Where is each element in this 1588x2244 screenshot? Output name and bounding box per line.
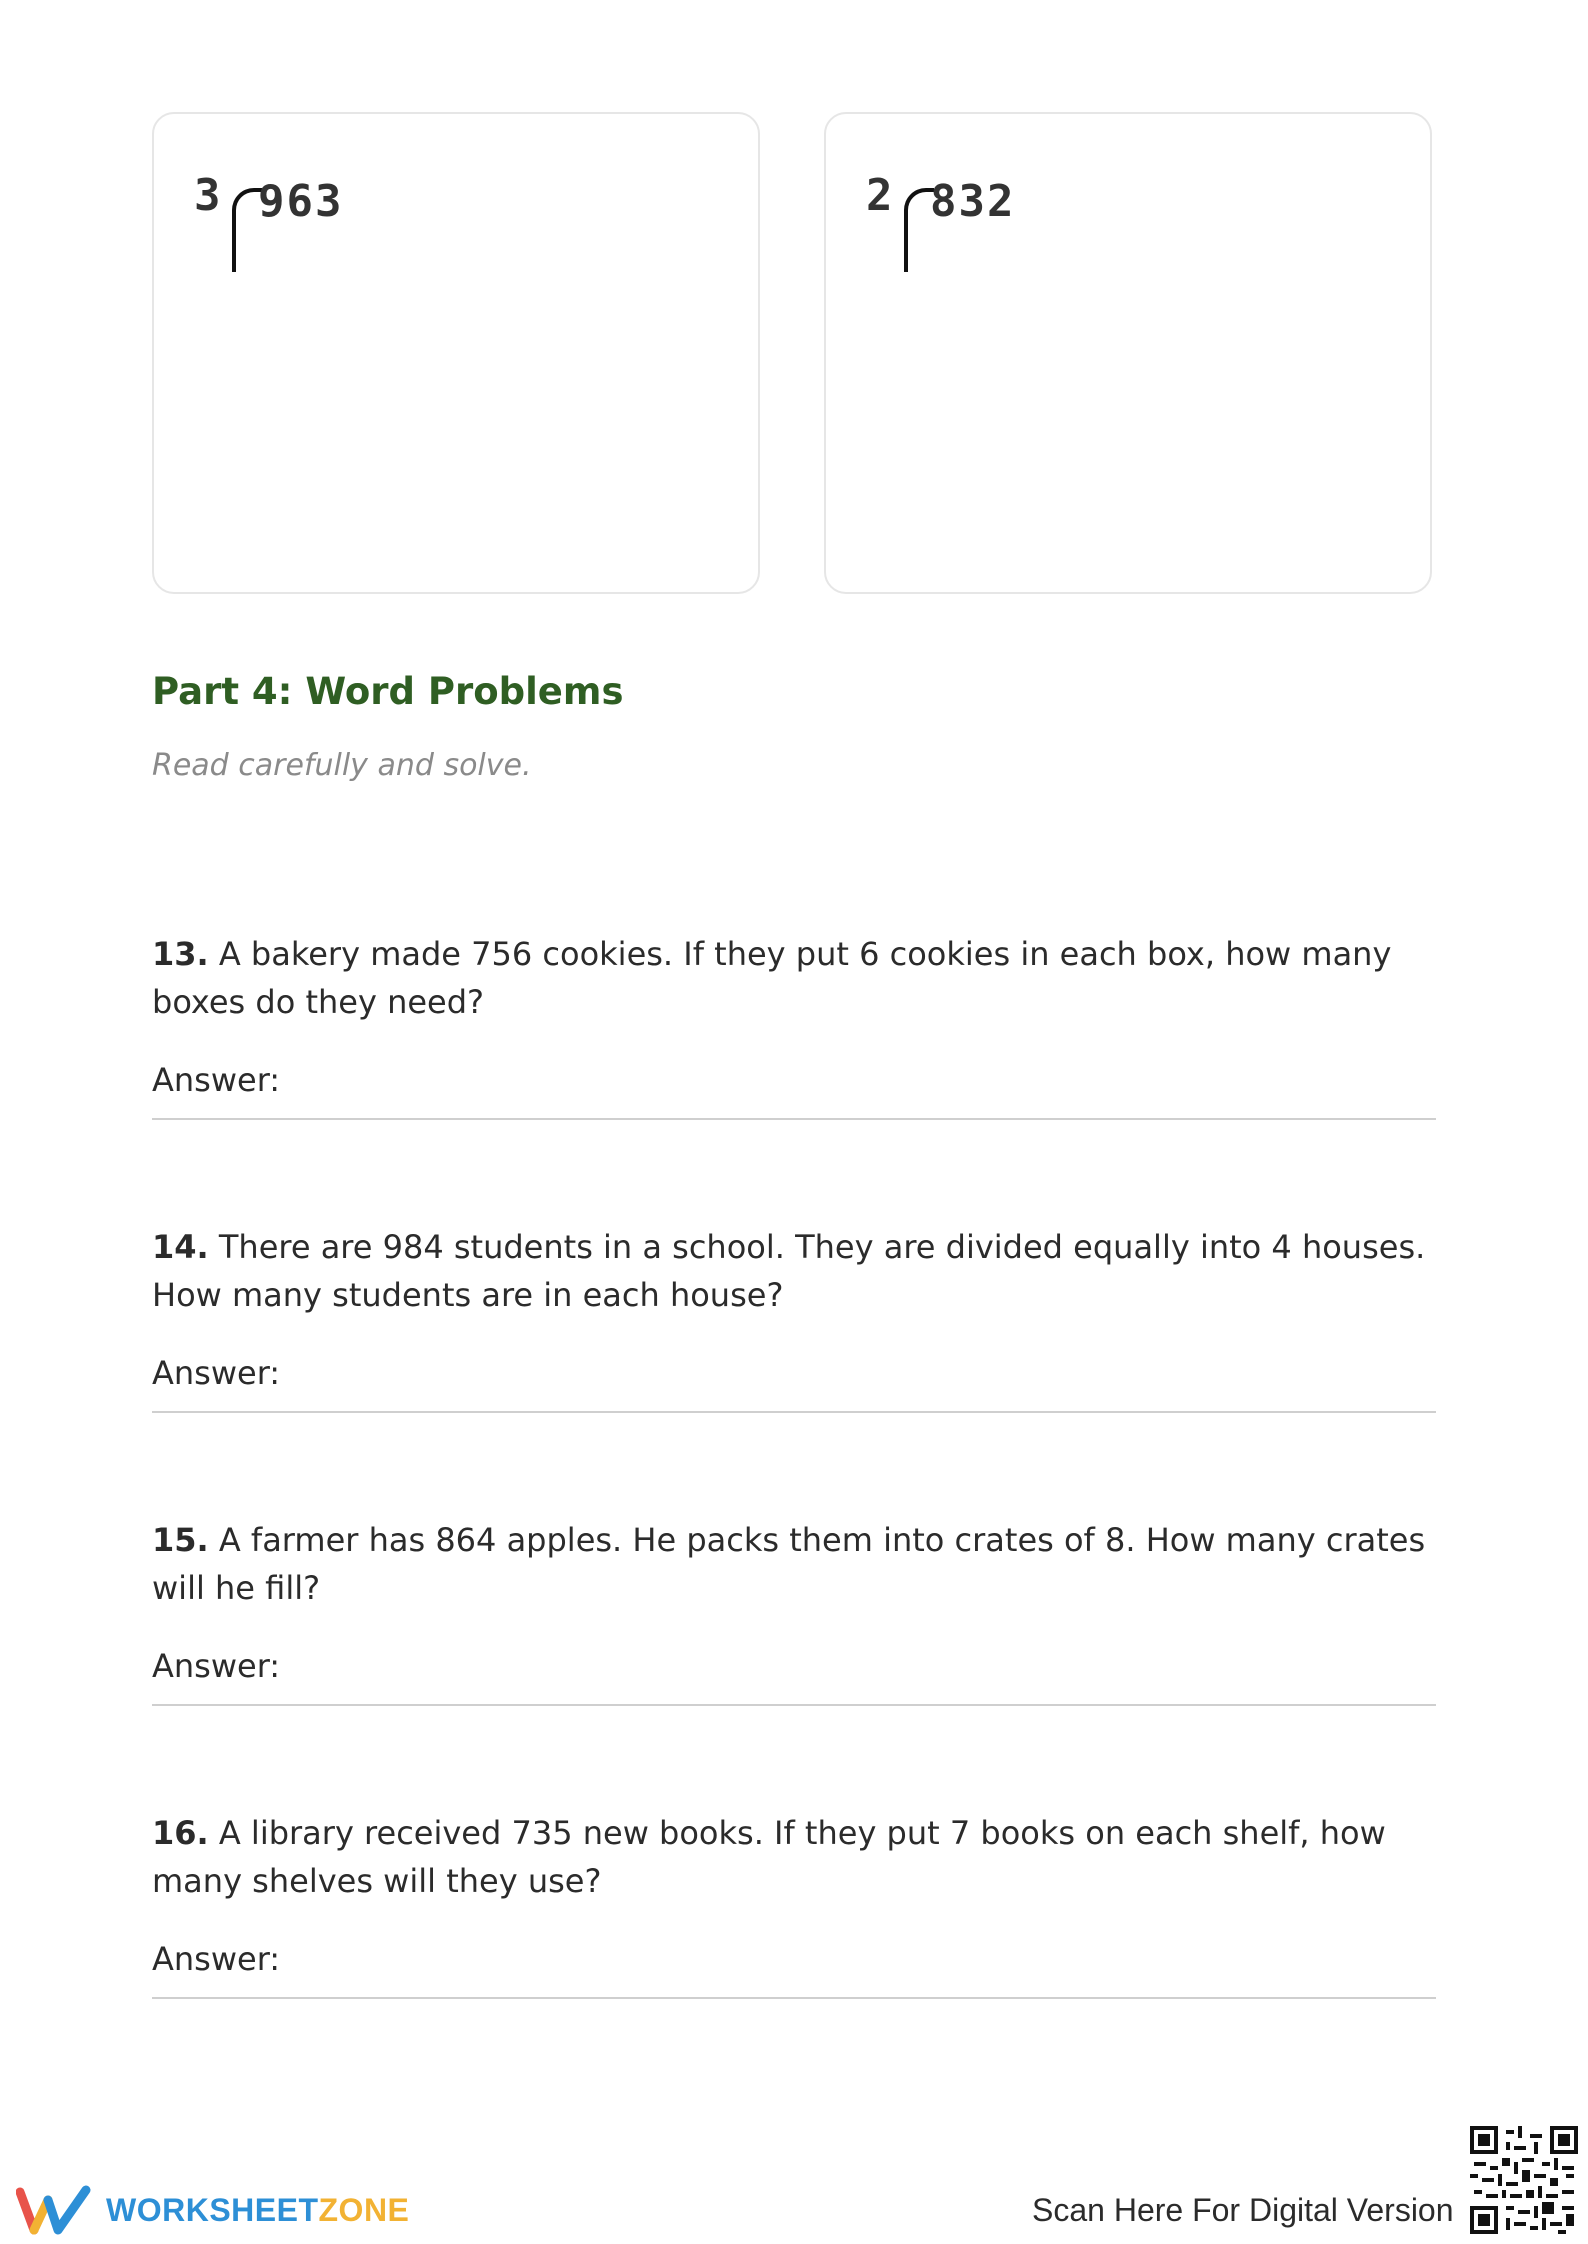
answer-line[interactable] [152,1937,1436,1999]
question-number: 13. [152,935,209,973]
question-text: A farmer has 864 apples. He packs them into crates of 8. How many crates will he fill? [152,1521,1426,1607]
answer-label: Answer: [152,1061,281,1099]
question-number: 14. [152,1228,209,1266]
answer-line[interactable] [152,1351,1436,1413]
question-14 [152,1223,1442,1413]
brand-name-part2: ZONE [318,2191,410,2228]
answer-label: Answer: [152,1647,281,1685]
answer-label: Answer: [152,1354,281,1392]
question-15 [152,1516,1442,1706]
divisor: 3 [194,170,221,221]
answer-line[interactable] [152,1058,1436,1120]
brand-name [106,2192,409,2229]
question-number: 16. [152,1814,209,1852]
brand-name-part1: WORKSHEET [106,2191,319,2228]
answer-label: Answer: [152,1940,281,1978]
question-text: A library received 735 new books. If they put 7 books on each shelf, how many shelves will they use? [152,1814,1386,1900]
dividend: 963 [258,176,344,227]
division-box-1 [152,112,760,594]
part-instructions: Read carefully and solve. [152,748,532,783]
question-text-block [152,1223,1442,1319]
question-16 [152,1809,1442,1999]
question-13 [152,930,1442,1120]
question-text: A bakery made 756 cookies. If they put 6 cookies in each box, how many boxes do they need? [152,935,1392,1021]
division-box-2 [824,112,1432,594]
question-text-block [152,930,1442,1026]
question-number: 15. [152,1521,209,1559]
question-text-block [152,1809,1442,1905]
answer-line[interactable] [152,1644,1436,1706]
question-text: There are 984 students in a school. They are divided equally into 4 houses. How many students are in each house? [152,1228,1426,1314]
divisor: 2 [866,170,893,221]
worksheetzone-logo-icon [16,2182,92,2238]
question-text-block [152,1516,1442,1612]
scan-caption: Scan Here For Digital Version [1032,2192,1454,2228]
brand-logo[interactable] [16,2182,409,2238]
dividend: 832 [930,176,1016,227]
part-title: Part 4: Word Problems [152,670,624,713]
qr-code-icon[interactable] [1470,2126,1578,2234]
